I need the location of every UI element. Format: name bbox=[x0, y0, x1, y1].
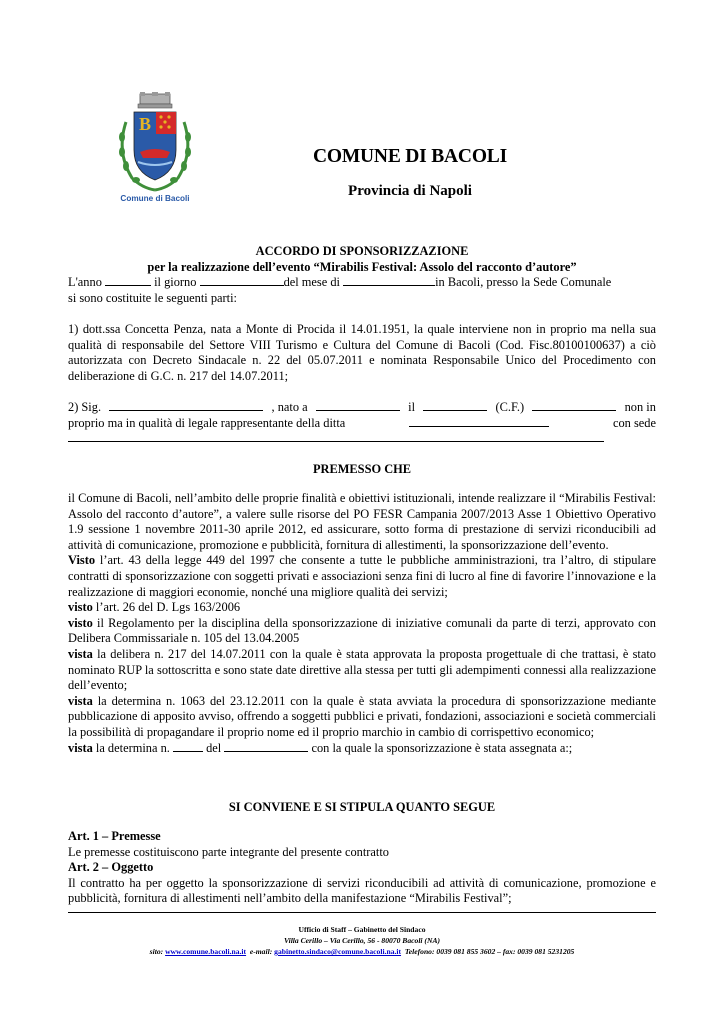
page-title: COMUNE DI BACOLI bbox=[313, 146, 507, 167]
footer bbox=[0, 924, 724, 957]
premesse-list: il Comune di Bacoli, nell’ambito delle proprie finalità e obiettivi istituzionali, intende realizzare il “Mirabilis Festival: Assolo del racconto d’autore”, a valere sulle risorse del PO FESR Campania 2007/2013 Asse 1 Obiettivo Operativo 1.9 sessione 1 novembre 2011-30 aprile 2012, ed assicurare, sotto forma di prestazione di servizi riconducibili ad attività di comunicazione, promozione e pubblicità, fornitura di allestimenti, la sponsorizzazione dell’evento. Visto l’art. 43 della legge 449 del 1997 che consente a tutte le pubbliche amministrazioni, tra l’altro, di stipulare contratti di sponsorizzazione con soggetti privati e associazioni senza fini di lucro al fine di favorire l’innovazione e la realizzazione di maggiori economie, nonché una migliore qualità dei servizi; visto l’art. 26 del D. Lgs 163/2006 visto il Regolamento per la disciplina della sponsorizzazione di iniziative comunali da parte di terzi, approvato con Delibera Commissariale n. 105 del 13.04.2005 vista la delibera n. 217 del 14.07.2011 con la quale è stata approvata la proposta progettuale di che trattasi, è stato nominato RUP la sottoscritta e sono state date direttive alla stessa per tutti gli adempimenti connessi alla realizzazione dell’evento; vista la determina n. 1063 del 23.12.2011 con la quale è stata avviata la procedura di sponsorizzazione mediante pubblicazione di apposito avviso, offrendo a soggetti pubblici e privati, fondazioni, associazioni e società commerciali la possibilità di propagandare il proprio nome ed il proprio marchio in cambio di corrispettivo economico; vista la determina n. del con la quale la sponsorizzazione è stata assegnata a:; bbox=[68, 491, 656, 755]
svg-text:B: B bbox=[138, 114, 152, 134]
doc-heading: ACCORDO DI SPONSORIZZAZIONE bbox=[255, 244, 469, 258]
footer-divider bbox=[68, 912, 656, 913]
footer-contacts: sito: www.comune.bacoli.na.it e-mail: gabinetto.sindaco@comune.bacoli.na.it Telefono: 0039 081 855 3602 – fax: 0039 081 5231205 bbox=[149, 947, 575, 956]
party-1: 1) dott.ssa Concetta Penza, nata a Monte di Procida il 14.01.1951, la quale interviene non in proprio ma nella sua qualità di responsabile del Settore VIII Turismo e Cultura del Comune di Bacoli (Cod. Fisc.80100100637) a ciò autorizzata con Decreto Sindacale n. 22 del 05.07.2011 e nominata Responsabile Unico del Procedimento con deliberazione di G.C. n. 217 del 14.07.2011; bbox=[68, 322, 656, 383]
art1-text: Le premesse costituiscono parte integrante del presente contratto bbox=[68, 844, 390, 859]
coat-of-arms-icon bbox=[112, 92, 198, 204]
premesso-heading: PREMESSO CHE bbox=[312, 462, 412, 476]
intro-line-1: L'anno il giorno del mese di in Bacoli, presso la Sede Comunale bbox=[68, 275, 612, 290]
footer-address: Villa Cerillo – Via Cerillo, 56 - 80070 Bacoli (NA) bbox=[283, 936, 441, 945]
conviene-heading: SI CONVIENE E SI STIPULA QUANTO SEGUE bbox=[228, 800, 496, 814]
art1-heading: Art. 1 – Premesse bbox=[68, 829, 161, 843]
articles bbox=[68, 829, 656, 907]
doc-subheading: per la realizzazione dell’evento “Mirabilis Festival: Assolo del racconto d’autore” bbox=[147, 259, 577, 274]
document-body bbox=[68, 244, 656, 306]
intro-line-2: si sono costituite le seguenti parti: bbox=[68, 290, 237, 305]
footer-office: Ufficio di Staff – Gabinetto del Sindaco bbox=[298, 925, 426, 934]
art2-text: Il contratto ha per oggetto la sponsorizzazione di servizi riconducibili ad attività di comunicazione, promozione e pubblicità, fornitura di allestimenti nell’ambito della manifestazione “Mirabilis Festival”; bbox=[68, 875, 656, 906]
svg-text:Comune di Bacoli: Comune di Bacoli bbox=[120, 194, 190, 203]
art2-heading: Art. 2 – Oggetto bbox=[68, 860, 154, 875]
email-link[interactable]: gabinetto.sindaco@comune.bacoli.na.it bbox=[274, 947, 402, 956]
site-link[interactable]: www.comune.bacoli.na.it bbox=[165, 947, 247, 956]
page-subtitle: Provincia di Napoli bbox=[348, 183, 472, 199]
party-2: 2) Sig. , nato a il (C.F.) non in proprio ma in qualità di legale rappresentante della ditta con sede bbox=[68, 400, 656, 447]
